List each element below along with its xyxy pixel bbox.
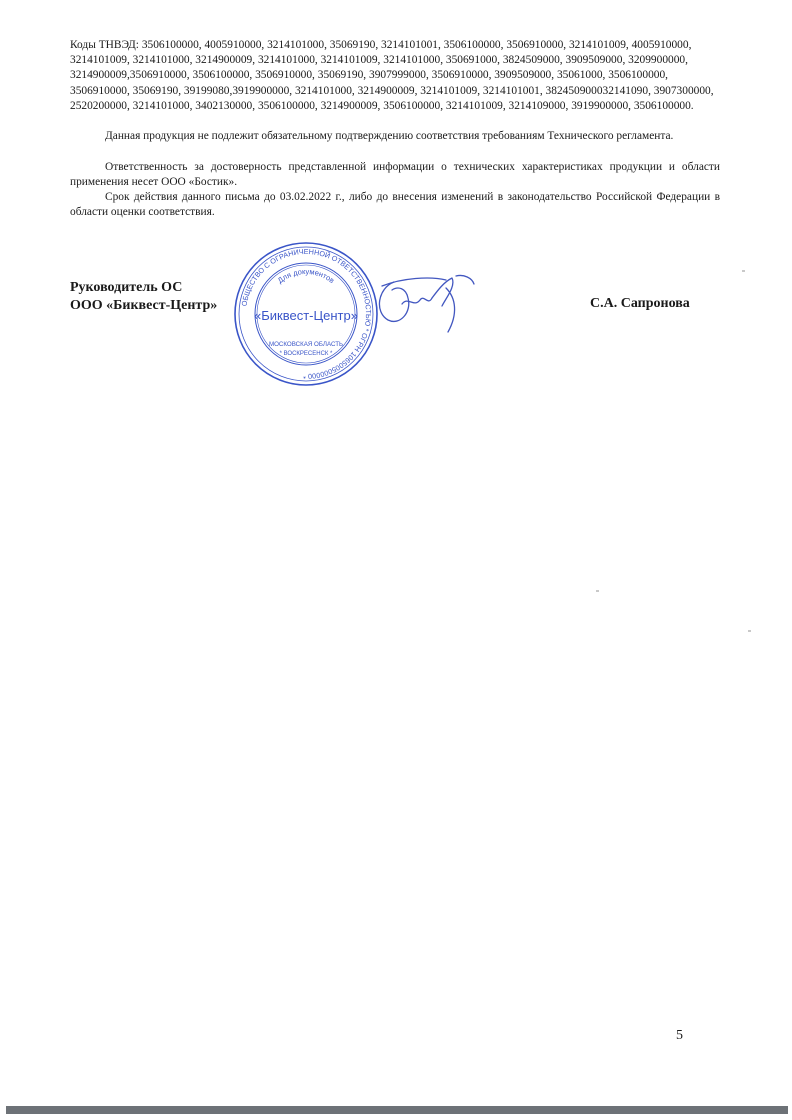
signatory-block xyxy=(70,279,217,314)
stamp-city-text: * ВОСКРЕСЕНСК * xyxy=(279,351,333,357)
stamp-inner-text: Для документов xyxy=(275,266,337,286)
paragraph-validity: Срок действия данного письма до 03.02.2022 г., либо до внесения изменений в законодательство Российской Федерации в области оценки соответствия. xyxy=(70,191,720,219)
tnved-codes-text: Коды ТНВЭД: 3506100000, 4005910000, 3214101000, 35069190, 3214101001, 3506100000, 3506910000, 3214101009, 4005910000, 3214101009, 3214101000, 3214900009, 3214101000, 3214101009, 3214101000, 350691000, 3824509000, 3909509000, 3209900000, 3214900009,3506910000, 3506100000, 3506910000, 35069190, 3907999000, 3506910000, 3909509000, 35061000, 3506100000, 3506910000, 35069190, 39199080,3919900000, 3214101000, 3214900009, 3214101009, 3214101001, 382450900032141090, 3907300000, 2520200000, 3214101000, 3402130000, 3506100000, 3214900009, 3506100000, 3214101009, 3214109000, 3919900000, 3506100000. xyxy=(70,39,714,112)
signatory-name: С.А. Сапронова xyxy=(590,296,690,311)
stamp-region-text: МОСКОВСКАЯ ОБЛАСТЬ xyxy=(268,341,344,348)
scan-speck xyxy=(742,270,745,272)
scan-speck xyxy=(748,630,751,632)
stamp-outer-ring-text: ОБЩЕСТВО С ОГРАНИЧЕННОЙ ОТВЕТСТВЕННОСТЬЮ * ОГРН 1065005000000 * xyxy=(239,246,374,382)
paragraph-responsibility: Ответственность за достоверность представленной информации о технических характеристиках продукции и области применения несет ООО «Бостик». xyxy=(70,161,720,189)
page-number: 5 xyxy=(676,1028,683,1043)
signatory-title: Руководитель ОС xyxy=(70,280,183,295)
scan-speck xyxy=(596,590,599,592)
company-stamp-seal xyxy=(232,240,380,388)
stamp-center-text: «Биквест-Центр» xyxy=(254,308,358,323)
paragraph-no-certification: Данная продукция не подлежит обязательному подтверждению соответствия требованиям Технического регламента. xyxy=(105,130,674,142)
signatory-organization: ООО «Биквест-Центр» xyxy=(70,297,218,313)
scan-bottom-edge xyxy=(6,1106,788,1114)
handwritten-signature xyxy=(372,268,482,340)
